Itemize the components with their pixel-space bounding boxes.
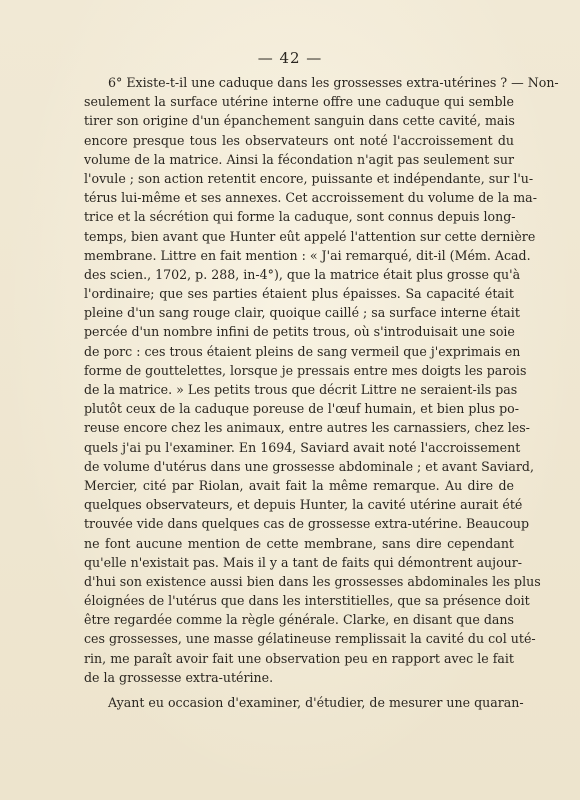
text-line: ne font aucune mention de cette membrane, sans dire cependant	[84, 535, 514, 551]
text-line: reuse encore chez les animaux, entre autres les carnassiers, chez les-	[84, 420, 530, 436]
text-line: forme de gouttelettes, lorsque je pressais entre mes doigts les parois	[84, 362, 527, 378]
text-line: qu'elle n'existait pas. Mais il y a tant de faits qui démontrent aujour-	[84, 554, 523, 570]
text-line: trice et la sécrétion qui forme la caduque, sont connus depuis long-	[84, 209, 516, 225]
text-line: tirer son origine d'un épanchement sanguin dans cette cavité, mais	[84, 113, 515, 129]
text-line: térus lui-même et ses annexes. Cet accroissement du volume de la ma-	[84, 190, 537, 206]
text-line: membrane. Littre en fait mention : « J'ai remarqué, dit-il (Mém. Acad.	[84, 247, 531, 263]
text-line: Mercier, cité par Riolan, avait fait la même remarque. Au dire de	[84, 477, 514, 493]
text-line: temps, bien avant que Hunter eût appelé l'attention sur cette dernière	[84, 228, 536, 244]
text-line: de volume d'utérus dans une grossesse abdominale ; et avant Saviard,	[84, 458, 534, 474]
text-line: encore presque tous les observateurs ont noté l'accroissement du	[84, 132, 514, 148]
text-line: l'ordinaire; que ses parties étaient plus épaisses. Sa capacité était	[84, 286, 514, 302]
text-line: pleine d'un sang rouge clair, quoique caillé ; sa surface interne était	[84, 305, 520, 321]
body-text	[84, 73, 559, 712]
text-line: trouvée vide dans quelques cas de grossesse extra-utérine. Beaucoup	[84, 516, 530, 532]
text-line: d'hui son existence aussi bien dans les grossesses abdominales les plus	[84, 573, 541, 589]
text-line: l'ovule ; son action retentit encore, puissante et indépendante, sur l'u-	[84, 170, 534, 186]
text-line: de la grossesse extra-utérine.	[84, 669, 274, 685]
text-line: Ayant eu occasion d'examiner, d'étudier, de mesurer une quaran-	[108, 695, 524, 710]
text-line: être regardée comme la règle générale. Clarke, en disant que dans	[84, 612, 514, 628]
text-line: percée d'un nombre infini de petits trous, où s'introduisait une soie	[84, 324, 515, 340]
text-line: de porc : ces trous étaient pleins de sang vermeil que j'exprimais en	[84, 343, 521, 359]
text-line: quels j'ai pu l'examiner. En 1694, Saviard avait noté l'accroissement	[84, 439, 521, 455]
text-line: des scien., 1702, p. 288, in-4°), que la matrice était plus grosse qu'à	[84, 266, 521, 282]
text-line: seulement la surface utérine interne offre une caduque qui semble	[84, 94, 514, 110]
page-number: — 42 —	[257, 49, 323, 67]
text-line: 6° Existe-t-il une caduque dans les grossesses extra-utérines ? — Non-	[108, 75, 559, 90]
text-line: plutôt ceux de la caduque poreuse de l'œuf humain, et bien plus po-	[84, 401, 519, 417]
paragraph-quarantaine	[84, 693, 524, 712]
text-line: ces grossesses, une masse gélatineuse remplissait la cavité du col uté-	[84, 631, 536, 647]
paragraph-caduque	[84, 73, 559, 687]
text-line: de la matrice. » Les petits trous que décrit Littre ne seraient-ils pas	[84, 382, 518, 397]
text-line: volume de la matrice. Ainsi la fécondation n'agit pas seulement sur	[84, 151, 514, 167]
text-line: quelques observateurs, et depuis Hunter, la cavité utérine aurait été	[84, 497, 523, 513]
text-line: rin, me paraît avoir fait une observation peu en rapport avec le fait	[84, 650, 514, 666]
text-line: éloignées de l'utérus que dans les interstitielles, que sa présence doit	[84, 593, 530, 609]
